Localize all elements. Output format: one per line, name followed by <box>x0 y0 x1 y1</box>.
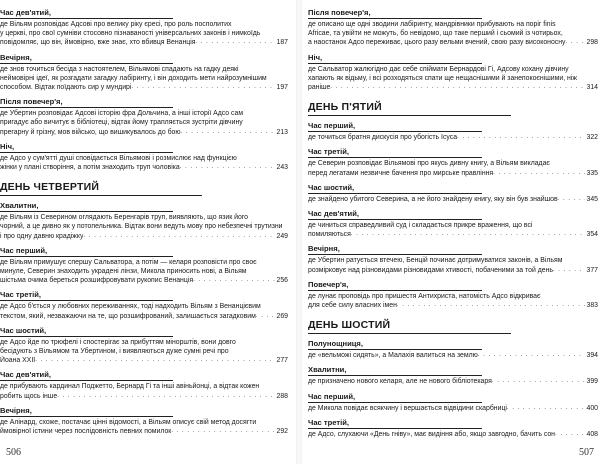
entry-description <box>308 430 598 438</box>
page-ref[interactable]: 298 <box>586 39 598 47</box>
entry-title: Вечірня, <box>0 406 173 417</box>
entry-title: Вечірня, <box>0 53 173 64</box>
toc-entry[interactable] <box>308 209 598 239</box>
entry-title: Ніч, <box>0 142 173 153</box>
entry-title: Полунощниця, <box>308 339 482 350</box>
entry-line: де прибувають кардинал Поджетто, Бернард Гі та інші авіньйонці, а відтак кожен <box>0 383 260 391</box>
entry-line: де призначено нового келаря, але не нового бібліотекаря <box>308 378 492 386</box>
entry-title: Час перший, <box>308 121 482 132</box>
entry-line: хапають як відьму, і всі розходяться спати ще нещаснішими й занепокоєнішими, ніж <box>308 74 577 82</box>
entry-description <box>308 159 598 177</box>
entry-line: прегарну й грізну, мов військо, що вишикувалось до бою <box>0 128 181 136</box>
leader-dots <box>196 38 275 47</box>
entry-title: Час дев'ятий, <box>308 209 482 220</box>
entry-line: неймовірні ідеї, як розгадати загадку лабіринту, і він доходить мети найрозумнішим <box>0 74 267 82</box>
leader-dots <box>131 83 274 92</box>
entry-description <box>308 256 598 274</box>
entry-last-line <box>0 427 288 436</box>
entry-last-line <box>308 266 598 275</box>
leader-dots <box>193 276 274 285</box>
leader-dots <box>330 83 584 92</box>
entry-description <box>308 133 598 142</box>
entry-last-line <box>308 169 598 178</box>
page-ref[interactable]: 243 <box>276 164 288 172</box>
toc-entry[interactable] <box>0 8 288 48</box>
entry-title: Час третій, <box>308 418 482 429</box>
entry-description <box>308 351 598 360</box>
entry-line: у церкві, про свої сумніви стосовно пізнаваності універсальних законів і нимкоїдь <box>0 30 261 38</box>
page-ref[interactable]: 400 <box>586 404 598 412</box>
entry-last-line <box>308 351 598 360</box>
entry-line: бесідують з Вільямом та Убертином, і виявляються дуже сумні речі про <box>0 348 229 356</box>
entry-last-line <box>308 430 598 438</box>
entry-description <box>0 302 288 320</box>
toc-entry[interactable] <box>308 53 598 93</box>
entry-line: де Вільям примушує спершу Сальватора, а потім — келаря розповісти про своє <box>0 258 257 266</box>
entry-line: де Алінард, схоже, постачає цінні відомості, а Вільям описує свій метод досягти <box>0 418 257 426</box>
entry-line: де Вільям із Северином оглядають Беренгарів труп, виявляють, що язик його <box>0 214 249 222</box>
entry-line: чорний, а це дивно як у потопельника. Відтак вони ведуть мову про небезпечні трутизни <box>0 223 283 231</box>
entry-line-tail: разу високоносну <box>509 39 566 47</box>
entry-description <box>0 65 288 93</box>
entry-description <box>0 154 288 172</box>
entry-line: де знайдено убитого Северина, а не його знайдену книгу, яку він був знайшов <box>308 195 558 203</box>
entry-last-line <box>0 276 288 285</box>
entry-line: а наостанок Адсо переживає, цього разу вельми вчений, свою <box>308 39 508 47</box>
entry-line: раніше <box>308 84 331 92</box>
entry-line: де Убертин розповідає Адсові історію фра Дольчина, а інші історії Адсо сам <box>0 110 244 118</box>
page-ref[interactable]: 187 <box>276 39 288 47</box>
toc-entry[interactable] <box>0 370 288 400</box>
entry-line: де «вельможі сидять», а Малахія валиться на землю <box>308 352 478 360</box>
page-ref[interactable]: 345 <box>586 195 598 203</box>
leader-dots <box>180 163 275 172</box>
entry-last-line <box>0 38 288 47</box>
entry-line: де Микола повідає всякчину і вершається відвідини скарбниці <box>308 404 507 412</box>
leader-dots <box>493 169 584 178</box>
entry-line: де Адсо йде по трюфелі і спостерігає за прибуттям мінорштів, вони довго <box>0 338 236 346</box>
leader-dots <box>181 128 275 137</box>
entry-title: Повечер'я, <box>308 280 482 291</box>
right-page <box>308 8 598 438</box>
entry-last-line <box>0 312 288 321</box>
entry-line: де описано ще одні зводини лабіринту, мандрівники прибувають на поріг finis <box>308 21 556 28</box>
page-ref[interactable]: 383 <box>586 302 598 310</box>
entry-last-line <box>308 301 598 310</box>
toc-entry[interactable] <box>0 326 288 366</box>
entry-line: жінки у плані створіння, а потім знаходить труп чоловіка <box>0 164 180 172</box>
entry-description <box>308 20 598 48</box>
toc-entry[interactable] <box>0 53 288 93</box>
entry-last-line <box>0 83 288 92</box>
entry-line: де Вільям розповідає Адсові про велику ріку єресі, про роль посполитих <box>0 21 232 28</box>
entry-line: розмірковує над різновидами різновидами хтивості, побаченими за той день <box>308 266 553 274</box>
entry-title: Після повечер'я, <box>308 8 482 19</box>
toc-entry[interactable] <box>0 97 288 137</box>
entry-last-line <box>308 377 598 386</box>
leader-dots <box>555 430 585 438</box>
leader-dots <box>566 38 585 47</box>
toc-entry[interactable] <box>0 246 288 286</box>
leader-dots <box>171 427 274 436</box>
entry-description <box>0 382 288 400</box>
entry-line: для себе силу власних імен <box>308 302 397 310</box>
entry-line: де знов точиться бесіда з настоятелем, Вільямові спадають на гадку деякі <box>0 65 239 73</box>
entry-title: Час перший, <box>0 246 173 257</box>
entry-title: Час шостий, <box>308 183 482 194</box>
entry-line: де Адсо, слухаючи «День гніву», має видіння або, якщо завгодно, бачить сон <box>308 430 555 438</box>
toc-entry[interactable] <box>308 418 598 438</box>
toc-entry[interactable] <box>308 147 598 177</box>
leader-dots <box>457 133 584 142</box>
page-ref[interactable]: 394 <box>586 352 598 360</box>
toc-entry[interactable] <box>0 406 288 436</box>
page-ref[interactable]: 292 <box>276 428 288 436</box>
entry-last-line <box>0 163 288 172</box>
entry-last-line <box>308 404 598 413</box>
entry-line: де чиниться справедливий суд і складається прикре враження, що всі <box>308 222 533 230</box>
toc-entry[interactable] <box>0 290 288 320</box>
entry-title: Час дев'ятий, <box>0 370 173 381</box>
leader-dots <box>492 377 585 386</box>
entry-line: де Северин розповідає Вільямові про якусь дивну книгу, а Вільям викладає <box>308 160 550 168</box>
entry-description <box>0 338 288 366</box>
entry-description <box>308 195 598 204</box>
entry-line: де лунає проповідь про пришестя Антихриста, натомість Адсо відкриває <box>308 292 541 300</box>
entry-line: текстом, який, незважаючи на те, що розшифрований, залишається загадковим <box>0 312 256 320</box>
entry-line: способом. Відтак поїдають сир у мундирі <box>0 84 132 92</box>
right-page-number: 507 <box>579 447 594 458</box>
left-page-number: 506 <box>6 447 21 458</box>
entry-description <box>308 292 598 310</box>
entry-line: де Сальватор жалюгідно дає себе спіймати Бернардові Гі, Адсову кохану дівчину <box>308 65 569 73</box>
entry-last-line <box>308 83 598 92</box>
leader-dots <box>83 232 274 241</box>
entry-last-line <box>308 38 598 47</box>
entry-title: Після повечер'я, <box>0 97 173 108</box>
left-page <box>0 8 288 438</box>
entry-last-line <box>308 230 598 239</box>
entry-description <box>308 377 598 386</box>
toc-entry[interactable] <box>308 183 598 204</box>
entry-line: Йоана XXII <box>0 357 36 365</box>
toc-entry[interactable] <box>308 8 598 48</box>
page-ref[interactable]: 256 <box>276 277 288 285</box>
entry-line: перед легатами незвичне бачення про мирське правління <box>308 169 494 177</box>
leader-dots <box>351 230 585 239</box>
day-heading: ДЕНЬ ЧЕТВЕРТИЙ <box>0 181 202 196</box>
entry-title: Час шостий, <box>0 326 173 337</box>
entry-line: де точиться братня дискусія про убогість Ісуса <box>308 134 458 142</box>
entry-last-line <box>308 133 598 142</box>
leader-dots <box>558 195 585 204</box>
entry-description <box>0 258 288 286</box>
entry-description <box>308 221 598 239</box>
entry-line: робить щось інше <box>0 392 58 400</box>
entry-title: Час третій, <box>0 290 173 301</box>
entry-line: помиляються <box>308 231 351 239</box>
toc-entry[interactable] <box>0 142 288 172</box>
book-gutter <box>296 0 302 464</box>
toc-entry[interactable] <box>308 121 598 142</box>
entry-last-line <box>0 356 288 365</box>
entry-description <box>0 109 288 137</box>
page-ref[interactable]: 335 <box>586 169 598 177</box>
page-ref[interactable]: 288 <box>276 392 288 400</box>
entry-line: минуле, Северин знаходить украдені лінзи, Микола приносить нові, а Вільям <box>0 268 247 276</box>
entry-line: і про одну давню крадіжку <box>0 232 84 240</box>
entry-title: Час перший, <box>308 392 482 403</box>
page-ref[interactable]: 408 <box>586 430 598 438</box>
entry-description <box>308 404 598 413</box>
page-ref[interactable]: 277 <box>276 357 288 365</box>
toc-entry[interactable] <box>308 339 598 360</box>
entry-last-line <box>0 232 288 241</box>
leader-dots <box>256 312 275 321</box>
page-ref[interactable]: 377 <box>586 266 598 274</box>
leader-dots <box>35 356 274 365</box>
leader-dots <box>507 404 585 413</box>
day-heading: ДЕНЬ ШОСТИЙ <box>308 319 511 334</box>
entry-title: Час дев'ятий, <box>0 8 173 19</box>
entry-title: Вечірня, <box>308 244 482 255</box>
entry-title: Хвалитни, <box>308 365 482 376</box>
entry-description <box>0 213 288 241</box>
leader-dots <box>478 351 585 360</box>
toc-entry[interactable] <box>308 244 598 274</box>
page-ref[interactable]: 197 <box>276 84 288 92</box>
page-ref[interactable]: 399 <box>586 378 598 386</box>
page-ref[interactable]: 249 <box>276 232 288 240</box>
toc-entry[interactable] <box>0 201 288 241</box>
entry-last-line <box>308 195 598 204</box>
entry-line: пригадує або вичитує в бібліотеці, відтак йому трапляється зустріти дівчину <box>0 119 243 127</box>
entry-last-line <box>0 392 288 401</box>
entry-last-line <box>0 128 288 137</box>
entry-line: шістьма очима береться розшифровувати рукопис Венанція <box>0 277 194 285</box>
toc-entry[interactable] <box>308 392 598 413</box>
entry-line: де Адсо у сум'ятті душі сповідається Вільямові і розмислює над функцією <box>0 154 237 162</box>
entry-description <box>0 20 288 48</box>
page-ref[interactable]: 322 <box>586 134 598 142</box>
entry-line: де Адсо б'ється у любовних переживаннях, тоді надходить Вільям з Венанцієвим <box>0 303 261 311</box>
toc-entry[interactable] <box>308 280 598 310</box>
entry-line: ймовірної істини через послідовність певних помилок <box>0 428 172 436</box>
day-heading: ДЕНЬ П'ЯТИЙ <box>308 101 511 116</box>
entry-title: Хвалитни, <box>0 201 173 212</box>
entry-line: Africae, та увійти не можуть, бо невідомо, що таке перший і сьомий із чотирьох, <box>308 30 563 38</box>
page-ref[interactable]: 354 <box>586 231 598 239</box>
entry-title: Ніч, <box>308 53 482 64</box>
leader-dots <box>553 266 585 275</box>
entry-description <box>308 65 598 93</box>
page-ref[interactable]: 314 <box>586 84 598 92</box>
entry-line: де Убертин ратується втечею, Бенцій починає дотримуватися законів, а Вільям <box>308 257 563 265</box>
page-ref[interactable]: 213 <box>276 128 288 136</box>
page-ref[interactable]: 269 <box>276 312 288 320</box>
leader-dots <box>57 392 274 401</box>
leader-dots <box>397 301 585 310</box>
entry-description <box>0 418 288 436</box>
entry-line: повідомляє, що він, ймовірно, вже знає, хто вбивця Венанція <box>0 39 196 47</box>
toc-entry[interactable] <box>308 365 598 386</box>
entry-title: Час третій, <box>308 147 482 158</box>
